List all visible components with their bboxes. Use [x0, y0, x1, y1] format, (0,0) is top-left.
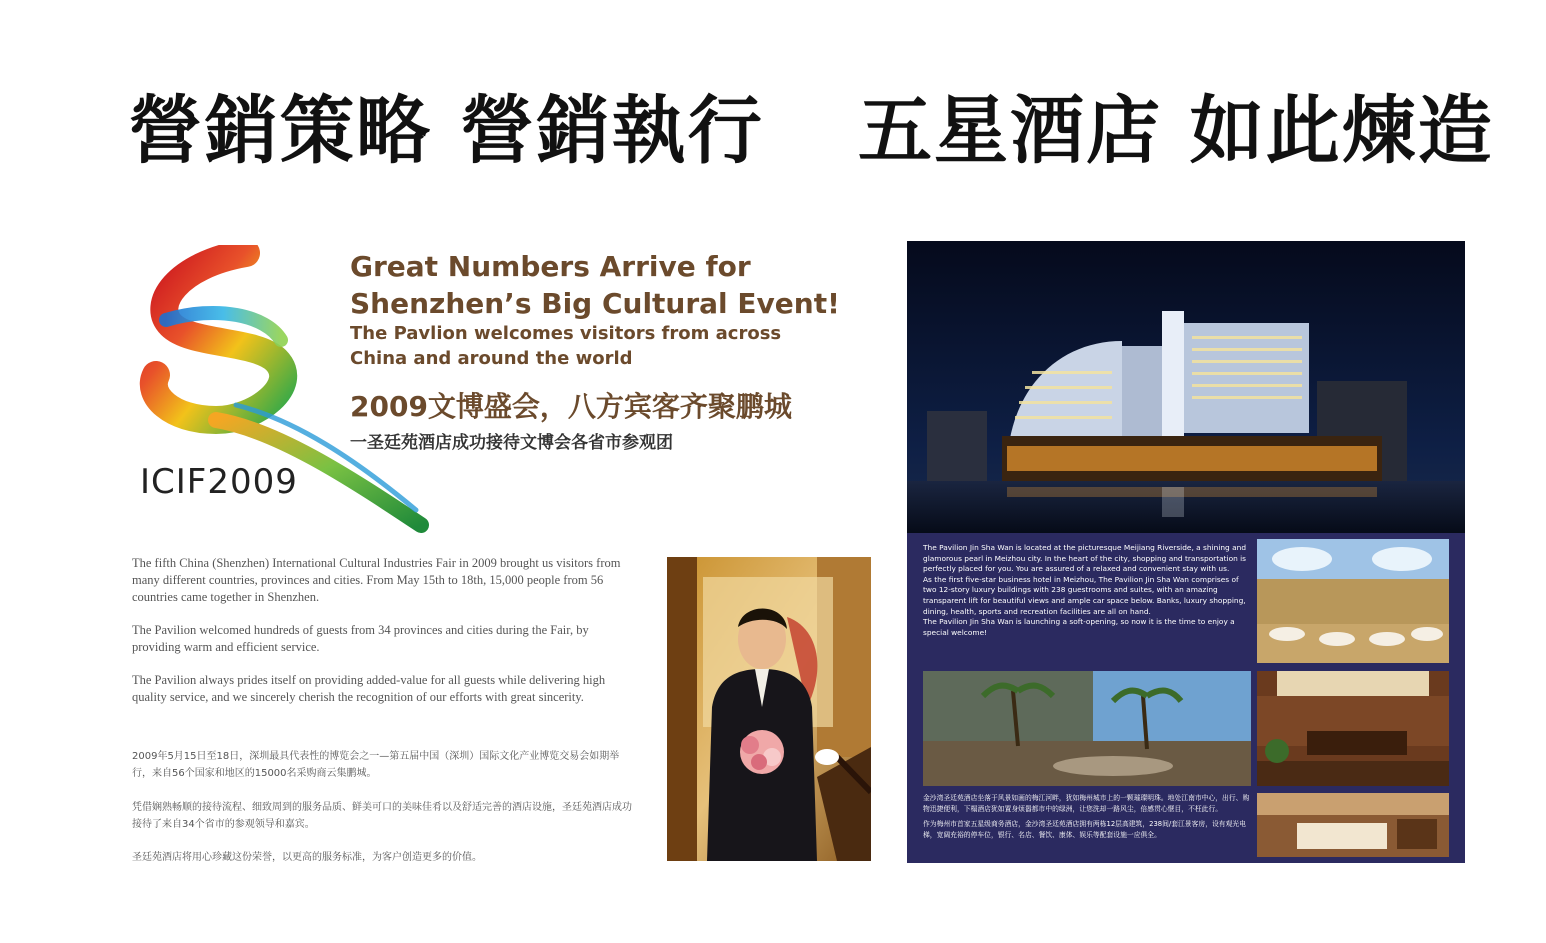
hotel-description-chinese-paragraph: 作为梅州市首家五星级商务酒店，金沙湾圣廷苑酒店拥有两栋12层高建筑，238间/套江景客房，设有观光电梯，宽阔充裕的停车位，银行、名店、餐饮、康体、娱乐等配套设施一应俱全。 — [923, 820, 1246, 839]
heading-five-star-hotel: 五星酒店 如此煉造 — [858, 88, 1494, 174]
hotel-description-paragraph: The Pavilion Jin Sha Wan is located at the picturesque Meijiang Riverside, a shining and glamorous pearl in Meizhou city. In the heart of the city, shopping and transportation is perfectly placed for you. You are assured of a relaxed and convenient stay with us. — [923, 543, 1247, 574]
hotel-description-english — [923, 543, 1253, 638]
article-paragraph: The fifth China (Shenzhen) International Cultural Industries Fair in 2009 brought us visitors from many different countries, provinces and cities. From May 15th to 18th, 15,000 people from 56 countries came together in Shenzhen. — [132, 556, 621, 604]
article-paragraph: The Pavilion always prides itself on providing added-value for all guests while delivering high quality service, and we sincerely cherish the recognition of our efforts with great sincerity. — [132, 673, 606, 704]
article-chinese-paragraph: 2009年5月15日至18日，深圳最具代表性的博览会之一—第五届中国（深圳）国际文化产业博览交易会如期举行，来自56个国家和地区的15000名采购商云集鹏城。 — [132, 751, 620, 779]
guest-room-photo — [1257, 793, 1449, 857]
article-title-line-2: Shenzhen’s Big Cultural Event! — [350, 287, 840, 320]
hotel-description-paragraph: The Pavilion Jin Sha Wan is launching a soft-opening, so now it is the time to enjoy a special welcome! — [923, 617, 1235, 637]
article-chinese-paragraph: 圣廷苑酒店将用心珍藏这份荣誉，以更高的服务标准，为客户创造更多的价值。 — [132, 852, 482, 863]
meeting-room-photo — [1257, 671, 1449, 786]
hotel-description-chinese — [923, 793, 1253, 845]
hotel-brochure-page — [907, 241, 1465, 863]
article-chinese-title: 2009文博盛会，八方宾客齐聚鹏城 — [350, 390, 792, 423]
lobby-photo — [923, 671, 1251, 786]
article-title-line-1: Great Numbers Arrive for — [350, 250, 751, 283]
article-subtitle-line-2: China and around the world — [350, 348, 633, 369]
icif-logo-text: ICIF2009 — [140, 462, 298, 502]
heading-marketing: 營銷策略 營銷執行 — [128, 88, 764, 174]
article-paragraph: The Pavilion welcomed hundreds of guests from 34 provinces and cities during the Fair, by providing warm and efficient service. — [132, 623, 589, 654]
hotel-description-paragraph: As the first five-star business hotel in Meizhou, The Pavilion Jin Sha Wan comprises of two 12-story luxury buildings with 238 guestrooms and suites, with an amazing transparent lift for beautiful views and ample car space below. Banks, luxury shopping, dining, health, sports and recreation facilities are all on hand. — [923, 574, 1246, 616]
article-subtitle-line-1: The Pavlion welcomes visitors from across — [350, 323, 782, 344]
hotel-description-chinese-paragraph: 金沙湾圣廷苑酒店坐落于风景如画的梅江河畔，犹如梅州城市上的一颗璀璨明珠。地处江南市中心，出行、购物迅捷便利，下榻酒店犹如置身烦嚣都市中的绿洲，让您洗却一路风尘，倍感贯心惬目，不枉此行。 — [923, 794, 1250, 813]
article-chinese-paragraph: 凭借娴熟畅顺的接待流程、细致周到的服务品质、鲜美可口的美味佳肴以及舒适完善的酒店设施，圣廷苑酒店成功接待了来自34个省市的参观领导和嘉宾。 — [132, 802, 632, 830]
hotel-night-exterior-photo — [907, 241, 1465, 533]
staff-portrait-photo — [667, 557, 871, 861]
article-chinese-subtitle: 一圣廷苑酒店成功接待文博会各省市参观团 — [350, 433, 673, 453]
ballroom-photo — [1257, 539, 1449, 663]
